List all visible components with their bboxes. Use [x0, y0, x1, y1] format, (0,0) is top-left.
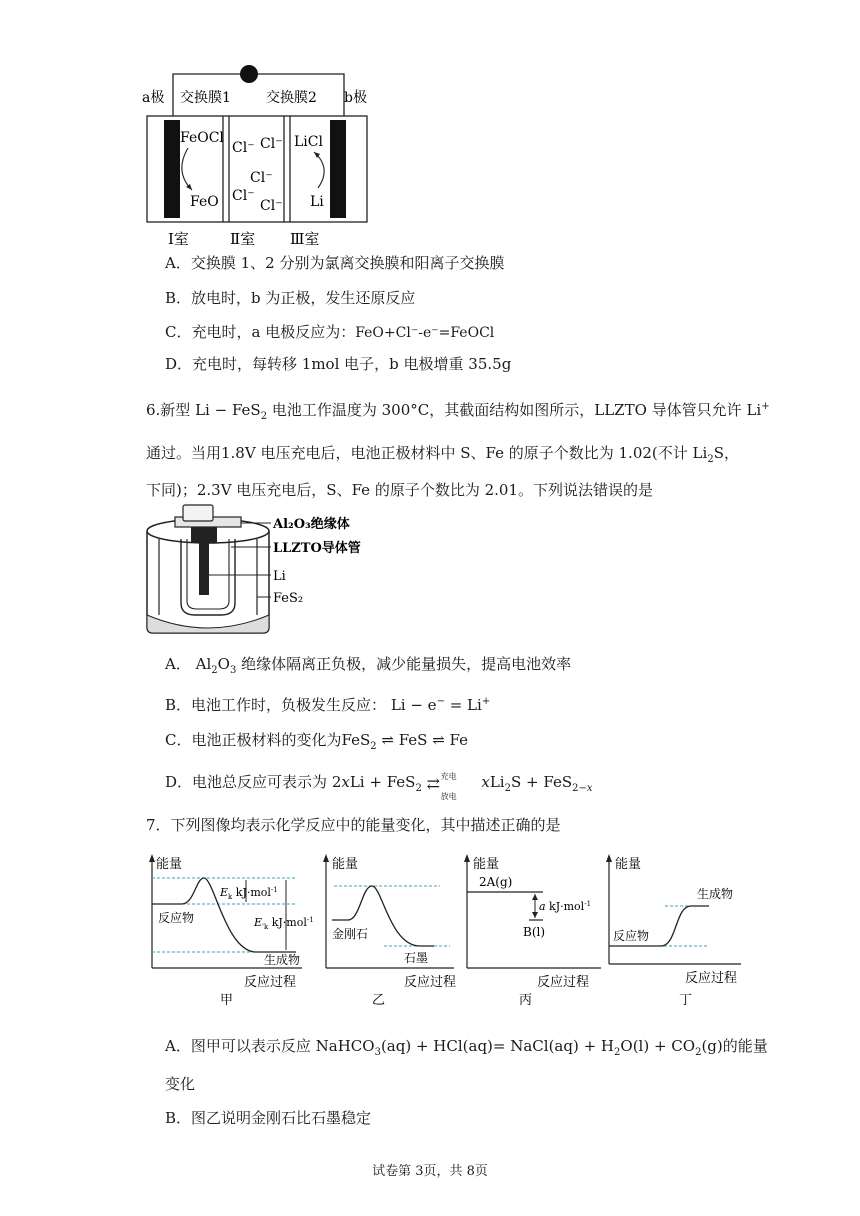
q5-option-b: B．放电时，b 为正极，发生还原反应: [165, 289, 416, 307]
q6-option-b: [165, 692, 490, 715]
electrode-b: [330, 120, 346, 218]
jia-ek-label: $E_k$ kJ·mol$^{-1}$: [220, 886, 278, 901]
label-feo: FeO: [190, 194, 219, 210]
label-cl-3: Cl⁻: [250, 170, 273, 186]
q6-stem-line3: 下同)；2.3V 电压充电后，S、Fe 的原子个数比为 2.01。下列说法错误的是: [146, 481, 653, 499]
label-cl-4: Cl⁻: [232, 188, 255, 204]
jia-progress-label: 反应过程: [244, 975, 297, 990]
battery-diagram: [140, 60, 380, 250]
formula-li-fes2: Li − FeS$_2$: [195, 401, 268, 422]
q6-option-a-prefix: A．: [165, 655, 191, 673]
arrow-li-licl: [314, 152, 324, 188]
label-llzto: LLZTO导体管: [273, 541, 361, 556]
q6-stem-line2: [146, 443, 739, 470]
q6-option-d: [165, 772, 593, 799]
label-li: Li: [273, 569, 286, 584]
li-fes2-cell-diagram: [145, 503, 375, 635]
q7-option-a-line2: 变化: [165, 1075, 196, 1093]
label-room3: Ⅲ室: [290, 230, 320, 248]
yi-progress-label: 反应过程: [404, 975, 457, 990]
yi-energy-label: 能量: [332, 857, 359, 872]
q7-option-a-suffix: 的能量: [722, 1037, 768, 1055]
label-li: Li: [310, 194, 324, 210]
q6-stem-text2: 通过。当用1.8V 电压充电后，电池正极材料中 S、Fe 的原子个数比为 1.02(不计: [146, 444, 688, 462]
formula-li2s: $Li_2S$: [692, 444, 724, 465]
yi-caption: 乙: [372, 993, 386, 1008]
label-fes2: FeS₂: [273, 591, 304, 606]
jia-energy-label: 能量: [156, 857, 183, 872]
q5-option-c-equation: FeO+Cl⁻-e⁻=FeOCl: [355, 325, 495, 341]
bing-caption: 丙: [519, 993, 533, 1008]
label-electrode-b: b极: [344, 90, 367, 106]
label-membrane2: 交换膜2: [266, 90, 317, 106]
electrode-a: [164, 120, 180, 218]
ding-energy-label: 能量: [615, 857, 642, 872]
label-electrode-a: a极: [142, 90, 165, 106]
jia-reactant-label: 反应物: [158, 911, 195, 925]
load-node: [240, 65, 258, 83]
q6-option-a-text: 绝缘体隔离正负极，减少能量损失，提高电池效率: [241, 655, 572, 673]
page-footer: 试卷第 3页，共 8页: [372, 1164, 488, 1179]
q7-option-b: B．图乙说明金刚石比石墨稳定: [165, 1109, 372, 1127]
q6-option-a: [165, 654, 571, 681]
q6-stem-text1: 电池工作温度为 300°C，其截面结构如图所示，LLZTO 导体管只允许: [271, 401, 742, 419]
ding-caption: 丁: [679, 993, 693, 1008]
label-charge: 充电: [440, 772, 457, 781]
energy-diagram-bing: [465, 850, 605, 1010]
formula-al2o3: $Al_2O_3$: [195, 655, 237, 676]
label-discharge: 放电: [440, 792, 457, 801]
yi-diamond-label: 金刚石: [332, 927, 369, 941]
energy-diagram-ding: [605, 850, 745, 1010]
label-room2: Ⅱ室: [230, 230, 256, 248]
label-membrane1: 交换膜1: [180, 90, 231, 106]
q6-stem-comma: ，: [723, 444, 739, 462]
label-cl-5: Cl⁻: [260, 198, 283, 214]
reversible-arrow: [426, 772, 477, 801]
q5-option-c-prefix: C．充电时，a 电极反应为：: [165, 323, 356, 341]
formula-anode-reaction: Li − e− = Li+: [390, 696, 491, 714]
ding-progress-label: 反应过程: [685, 971, 738, 986]
q6-stem-num: 6.新型: [146, 401, 191, 419]
jia-caption: 甲: [220, 993, 234, 1008]
q7-stem: 7．下列图像均表示化学反应中的能量变化，其中描述正确的是: [146, 816, 561, 834]
bing-2a-label: 2A(g): [479, 875, 513, 889]
jia-ek2-label: $E_{'k}$ kJ·mol$^{-1}$: [254, 916, 314, 931]
label-cl-1: Cl⁻: [232, 140, 255, 156]
bing-bl-label: B(l): [523, 925, 546, 939]
yi-graphite-label: 石墨: [404, 951, 429, 965]
ding-product-label: 生成物: [697, 887, 734, 901]
bing-progress-label: 反应过程: [537, 975, 590, 990]
formula-li-ion: Li+: [746, 401, 770, 419]
energy-diagram-yi: [320, 850, 460, 1010]
q6-option-d-prefix: D．电池总反应可表示为: [165, 773, 328, 791]
q7-option-a-prefix: A．图甲可以表示反应: [165, 1037, 311, 1055]
q6-stem-line1: [146, 397, 770, 427]
q6-option-c-prefix: C．电池正极材料的变化为: [165, 731, 342, 749]
bing-energy-label: 能量: [473, 857, 500, 872]
label-cl-2: Cl⁻: [260, 136, 283, 152]
label-al2o3: Al₂O₃绝缘体: [273, 517, 350, 532]
label-room1: Ⅰ室: [168, 230, 189, 248]
formula-total-reaction: 2xLi + FeS$_2$: [331, 773, 422, 794]
jia-product-label: 生成物: [264, 953, 301, 967]
energy-diagram-jia: [146, 850, 314, 1010]
bing-a-label: a kJ·mol$^{-1}$: [539, 900, 592, 913]
q6-option-c: [165, 730, 468, 757]
q5-option-c: [165, 322, 494, 343]
q5-option-a: A．交换膜 1、2 分别为氯离交换膜和阳离子交换膜: [165, 254, 505, 272]
label-licl: LiCl: [294, 134, 323, 150]
label-feocl: FeOCl: [180, 130, 224, 146]
formula-nahco3-reaction: NaHCO$_3$(aq) + HCl(aq)= NaCl(aq) + $H_2O(l) + CO_2(g)$: [315, 1037, 723, 1058]
q5-option-d: D．充电时，每转移 1mol 电子，b 电极增重 35.5g: [165, 355, 512, 373]
formula-products: xLi$_2$S + FeS$_{2-x}$: [481, 773, 593, 794]
q6-option-b-prefix: B．电池工作时，负极发生反应：: [165, 696, 387, 714]
q7-option-a: [165, 1036, 768, 1063]
ding-reactant-label: 反应物: [613, 929, 650, 943]
formula-cathode-change: FeS$_2$ ⇌ FeS ⇌ Fe: [341, 731, 469, 752]
arrow-feocl-feo: [182, 148, 192, 190]
arrow-symbol: ⇄: [426, 774, 439, 793]
